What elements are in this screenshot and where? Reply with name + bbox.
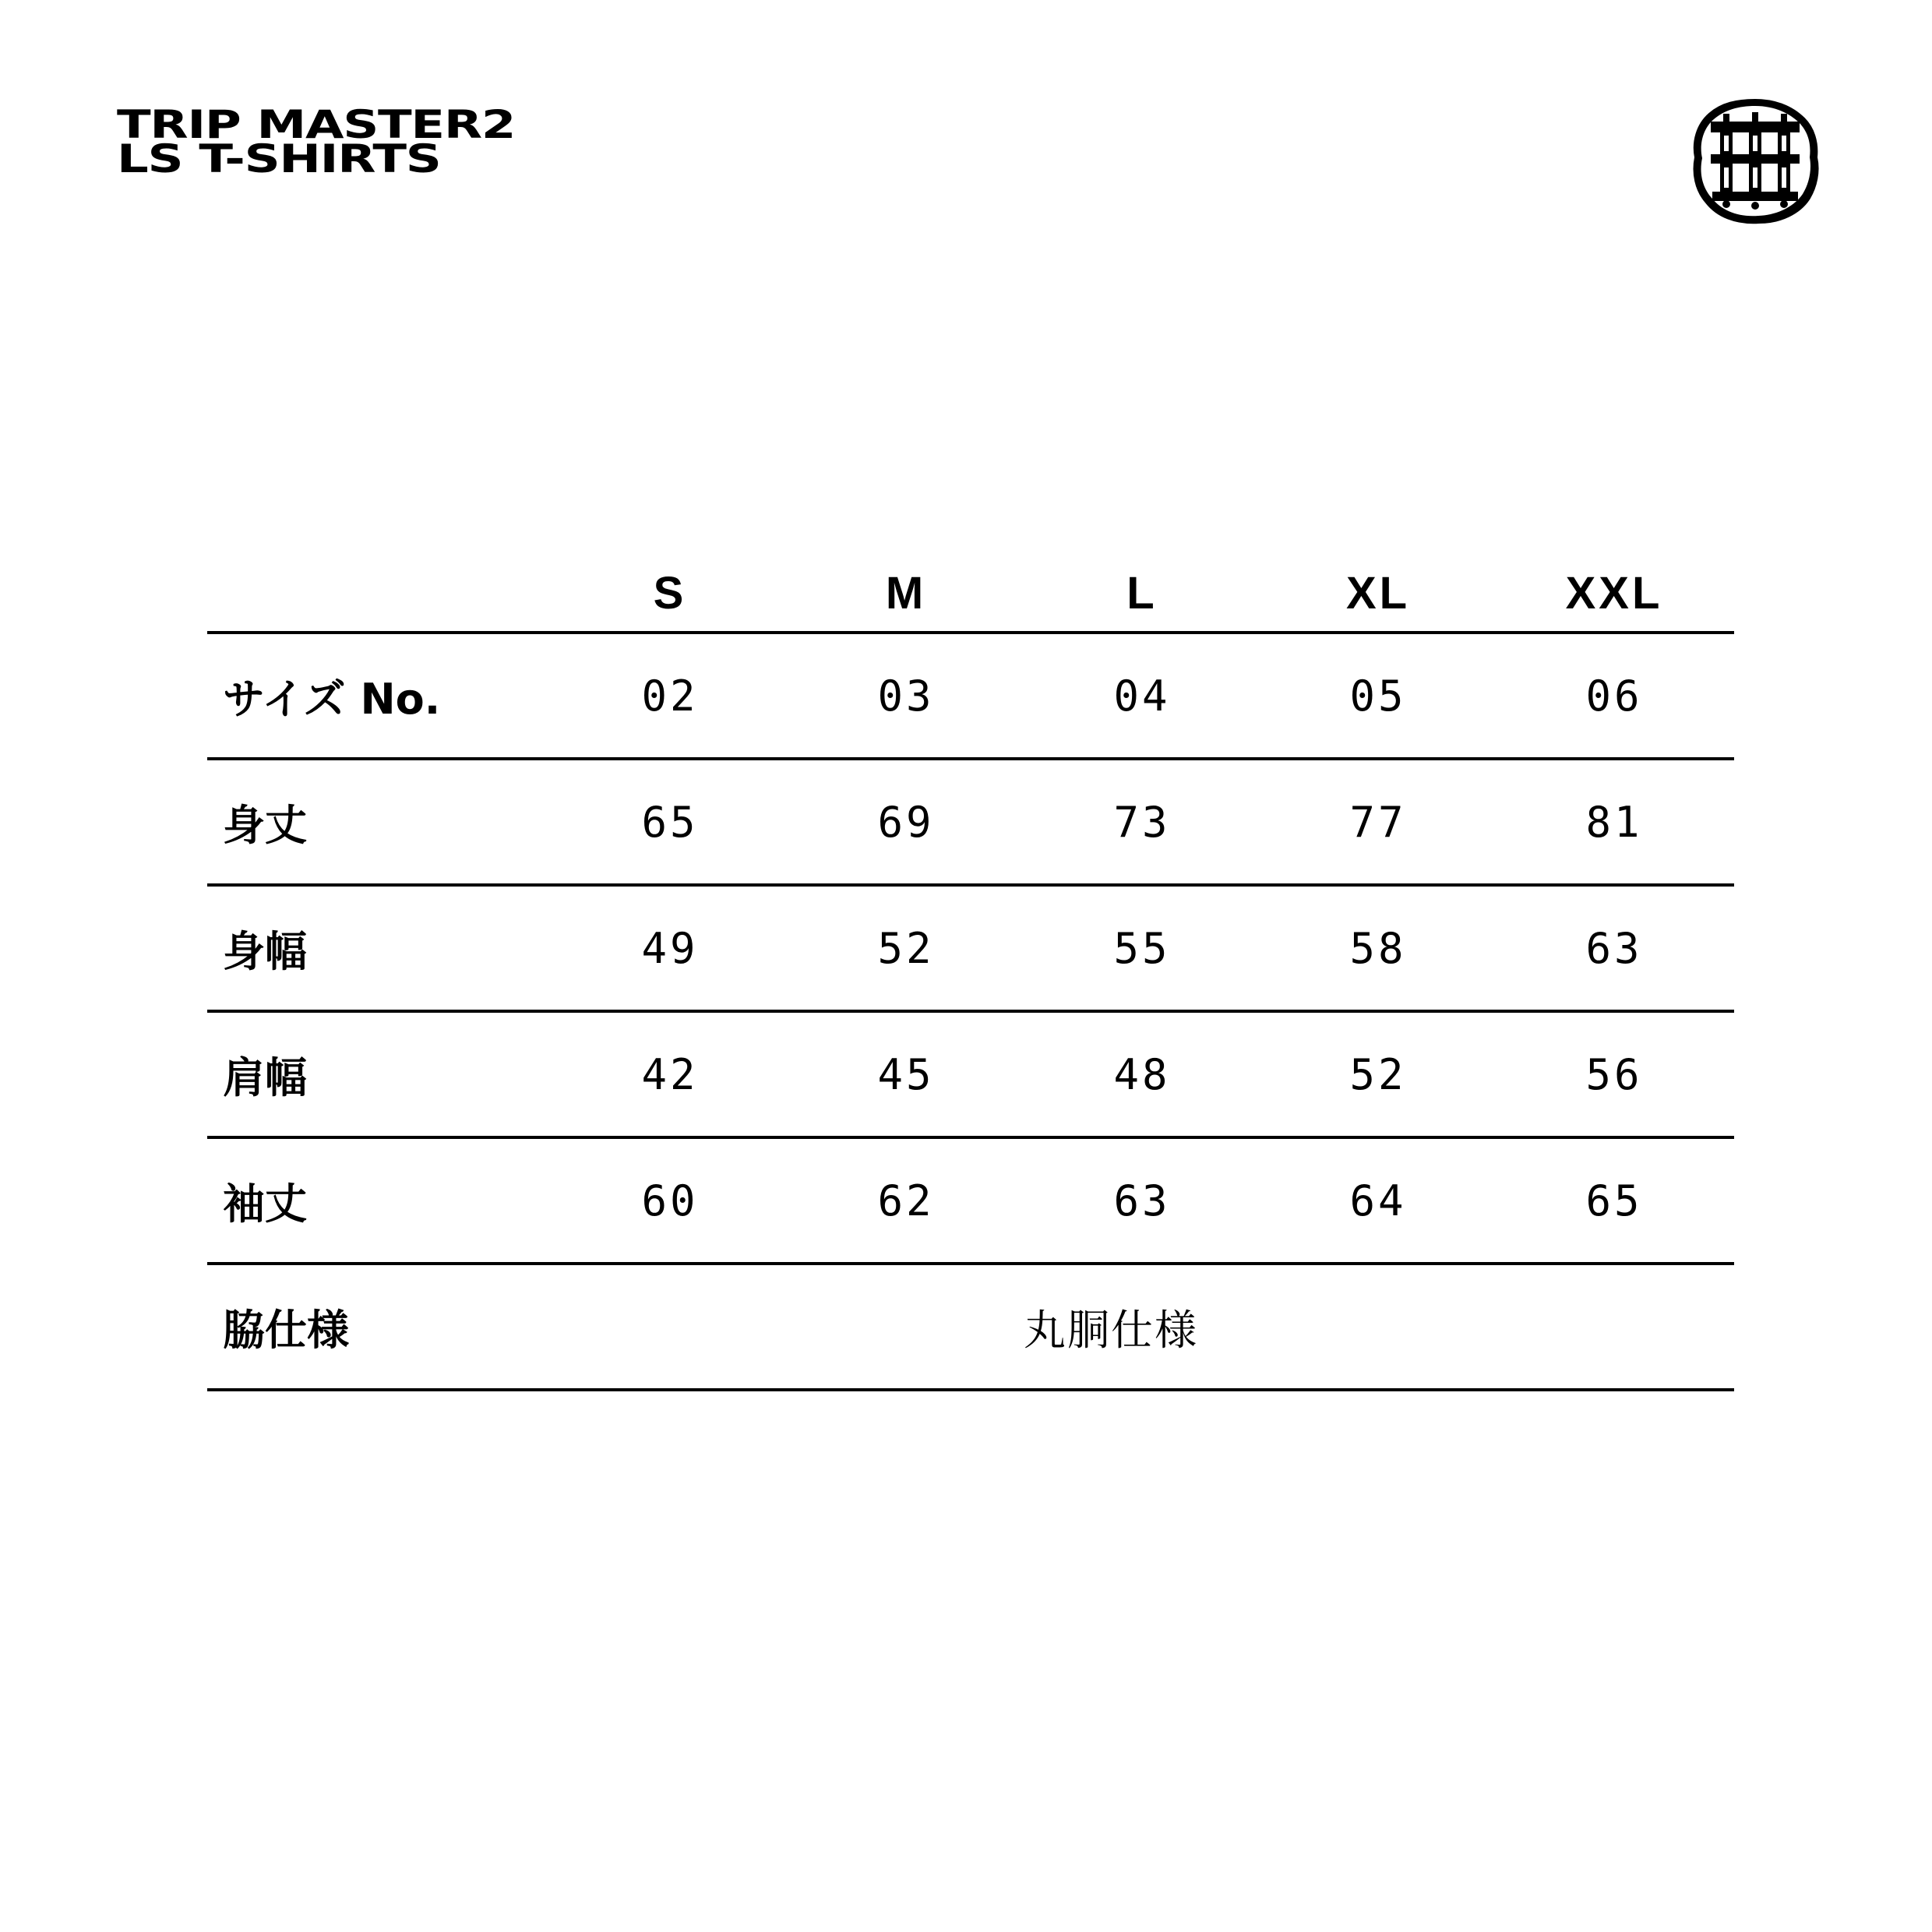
product-title-line2: LS T-SHIRTS <box>117 136 441 182</box>
row-label: 脇仕様 <box>223 1305 349 1355</box>
table-row-side-spec <box>207 1262 1734 1391</box>
row-label: サイズ No. <box>223 674 441 724</box>
table-cell: 02 <box>641 671 699 721</box>
size-column-header: M <box>885 567 927 619</box>
size-column-header: S <box>653 567 687 619</box>
table-cell: 64 <box>1349 1176 1407 1225</box>
table-row-body-length <box>207 757 1734 883</box>
table-cell: 56 <box>1585 1049 1643 1099</box>
table-cell: 48 <box>1113 1049 1171 1099</box>
table-cell: 49 <box>641 923 699 973</box>
table-cell: 73 <box>1113 797 1171 847</box>
table-cell: 62 <box>877 1176 935 1225</box>
table-cell: 81 <box>1585 797 1643 847</box>
table-cell: 06 <box>1585 671 1643 721</box>
table-cell: 63 <box>1585 923 1643 973</box>
row-label: 肩幅 <box>223 1052 307 1102</box>
product-title <box>117 102 516 182</box>
size-header-row <box>207 530 1734 631</box>
size-column-header: XL <box>1345 567 1411 619</box>
table-cell: 69 <box>877 797 935 847</box>
table-cell: 65 <box>1585 1176 1643 1225</box>
table-cell: 45 <box>877 1049 935 1099</box>
table-cell: 63 <box>1113 1176 1171 1225</box>
row-label: 袖丈 <box>223 1179 307 1229</box>
table-cell: 42 <box>641 1049 699 1099</box>
row-label: 身丈 <box>223 800 307 850</box>
table-cell: 52 <box>877 923 935 973</box>
row-label: 身幅 <box>223 926 307 976</box>
table-cell: 65 <box>641 797 699 847</box>
table-cell: 58 <box>1349 923 1407 973</box>
product-title-line1: TRIP MASTER2 <box>117 102 516 147</box>
table-cell: 52 <box>1349 1049 1407 1099</box>
table-row-shoulder-width <box>207 1010 1734 1136</box>
size-column-header: L <box>1126 567 1158 619</box>
size-table <box>207 530 1734 1391</box>
table-cell: 03 <box>877 671 935 721</box>
table-row-body-width <box>207 883 1734 1010</box>
table-cell: 05 <box>1349 671 1407 721</box>
table-cell: 77 <box>1349 797 1407 847</box>
table-row-sleeve-length <box>207 1136 1734 1262</box>
table-row-size-number <box>207 631 1734 757</box>
table-cell: 04 <box>1113 671 1171 721</box>
table-cell: 60 <box>641 1176 699 1225</box>
trip-monogram-logo-icon <box>1689 95 1821 227</box>
side-spec-value: 丸胴仕様 <box>1024 1305 1198 1355</box>
size-column-header: XXL <box>1565 567 1663 619</box>
table-cell: 55 <box>1113 923 1171 973</box>
